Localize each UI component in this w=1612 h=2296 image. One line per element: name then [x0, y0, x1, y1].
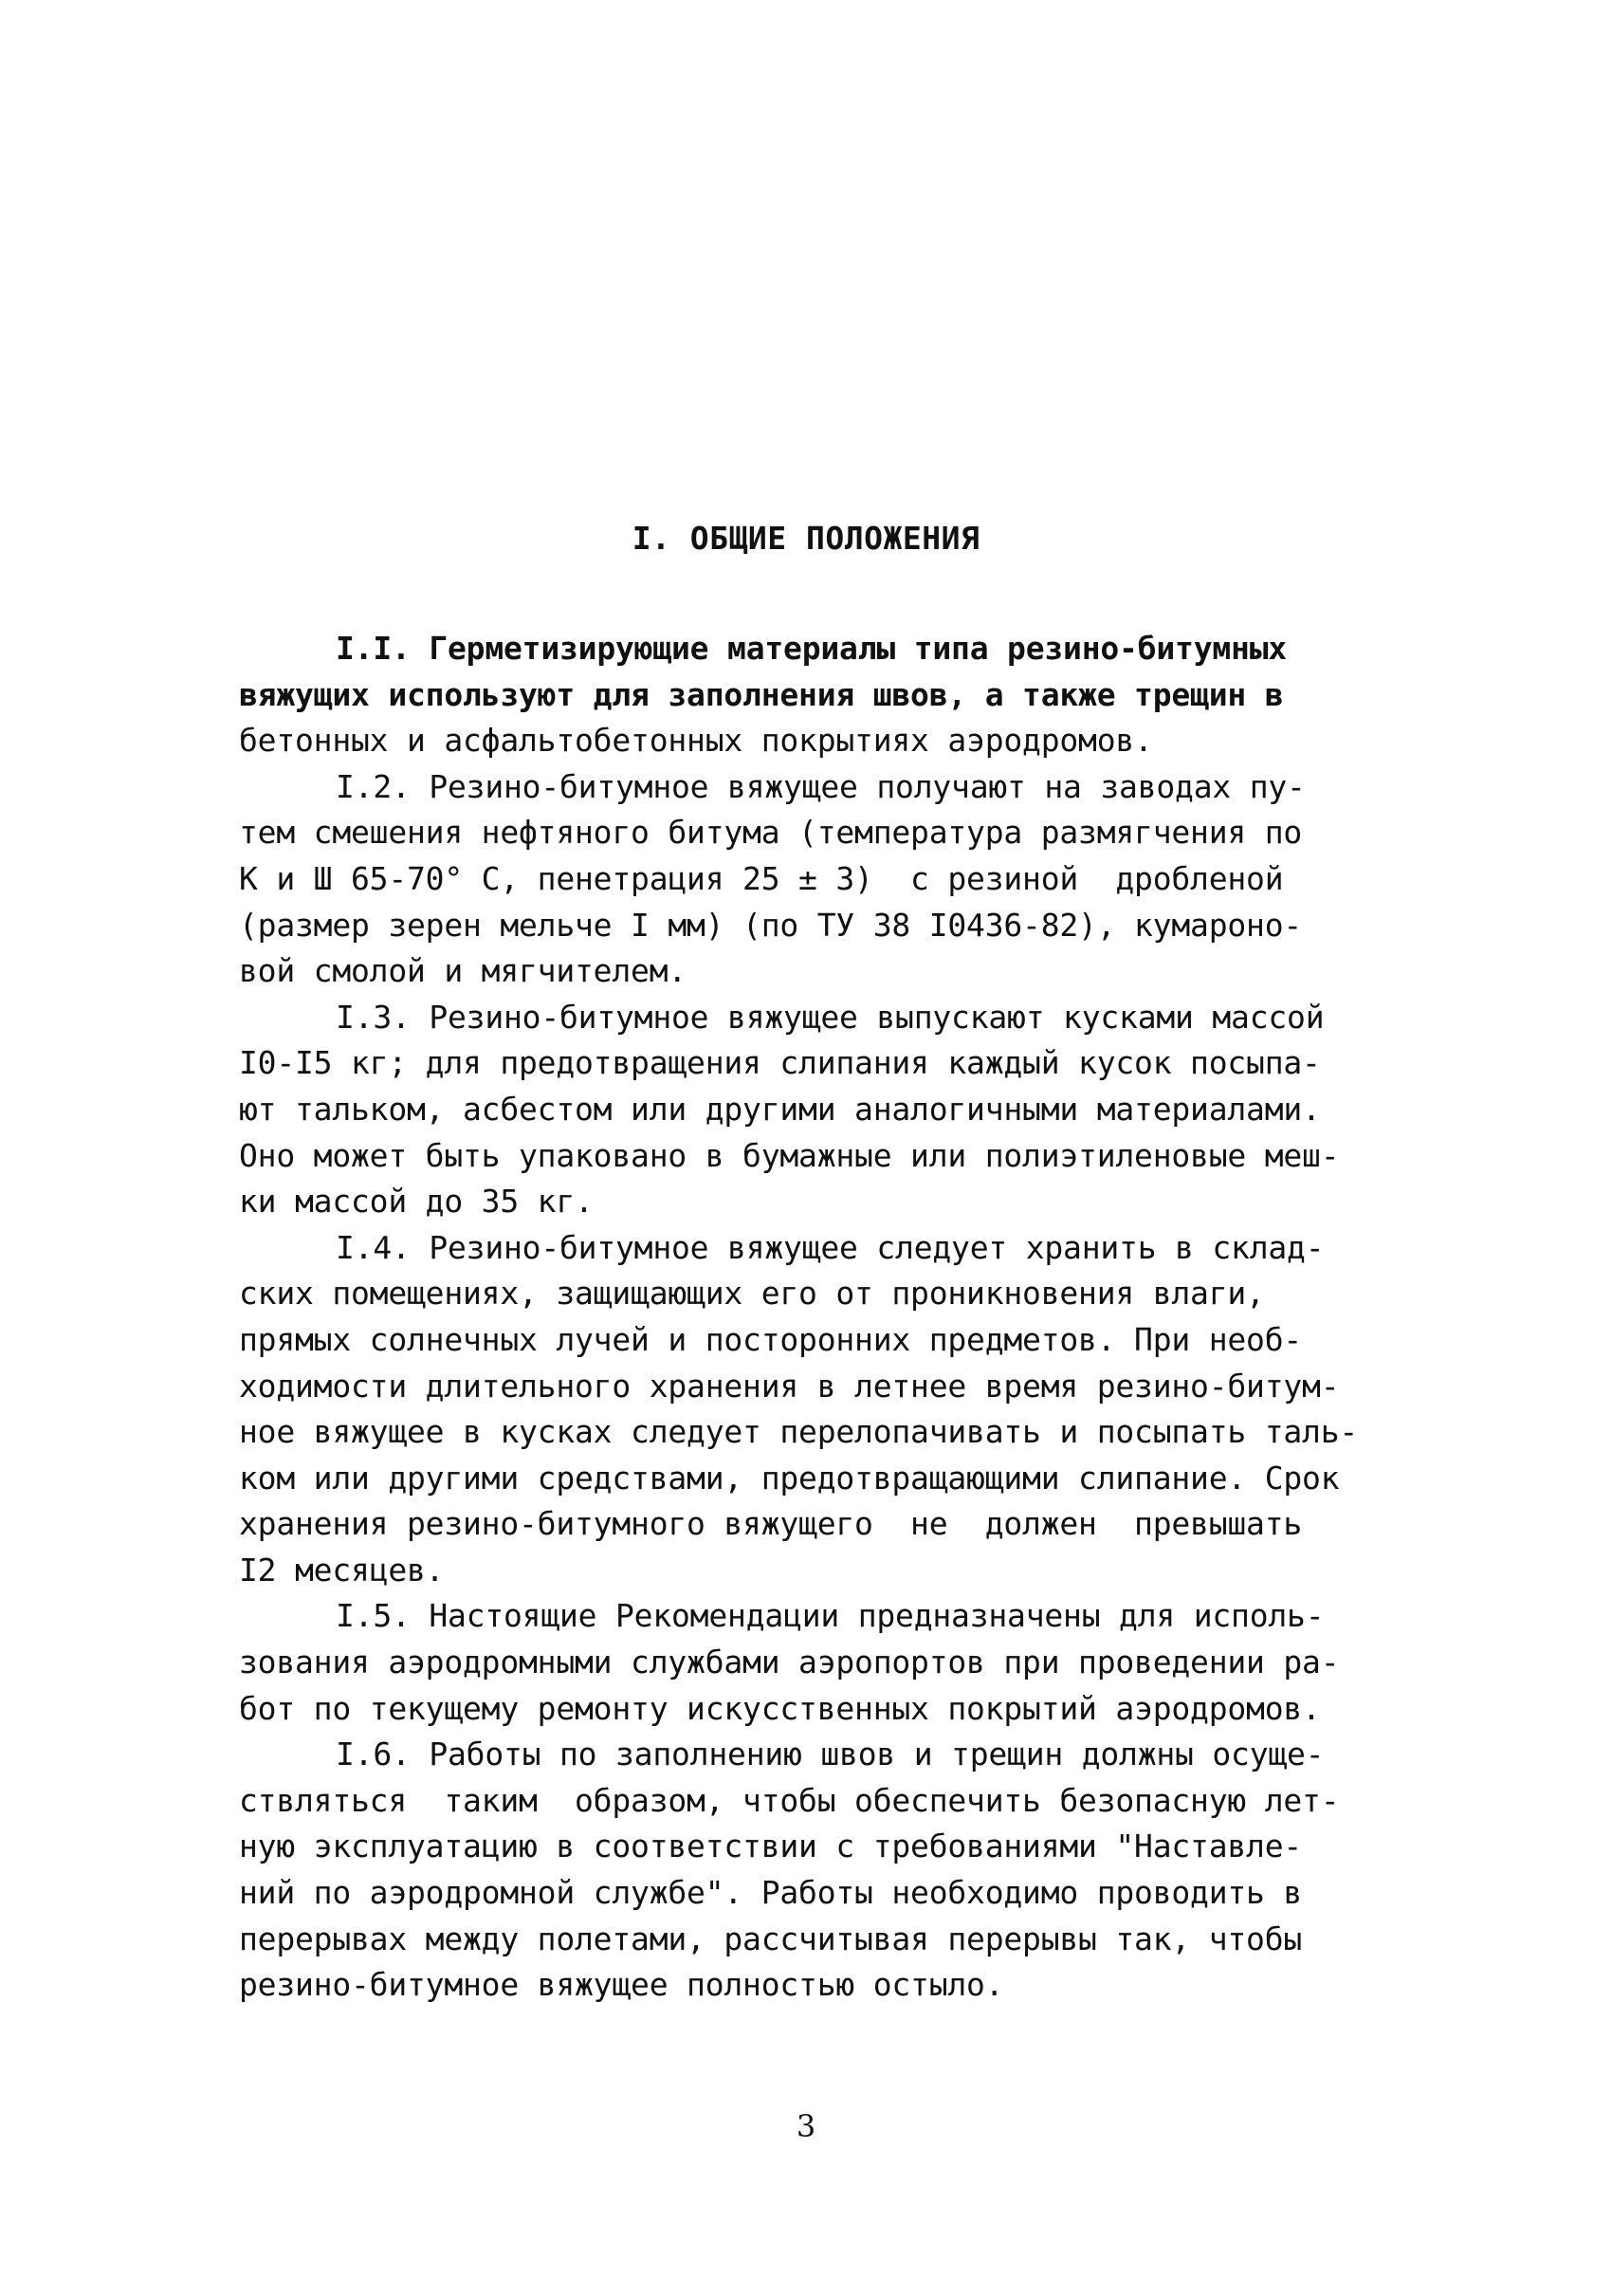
paragraph-1-1-line-1: I.I. Герметизирующие материалы типа резино-битумных	[336, 630, 1288, 667]
paragraph-1-1-line-3: бетонных и асфальтобетонных покрытиях аэродромов.	[239, 722, 1153, 760]
paragraph-1-6-line-3: ную эксплуатацию в соответствии с требованиями "Наставле-	[239, 1828, 1303, 1865]
section-heading: I. ОБЩИЕ ПОЛОЖЕНИЯ	[632, 520, 980, 557]
paragraph-1-4-line-3: прямых солнечных лучей и посторонних предметов. При необ-	[239, 1320, 1303, 1358]
paragraph-1-2-line-5: вой смолой и мягчителем.	[239, 952, 687, 990]
paragraph-1-4-line-6: ком или другими средствами, предотвращающими слипание. Срок	[239, 1459, 1340, 1497]
paragraph-1-4-line-2: ских помещениях, защищающих его от проникновения влаги,	[239, 1275, 1265, 1313]
paragraph-1-2-line-1: I.2. Резино-битумное вяжущее получают на заводах пу-	[336, 767, 1306, 805]
paragraph-1-6-line-2: ствляться таким образом, чтобы обеспечить безопасную лет-	[239, 1781, 1340, 1819]
paragraph-1-6-line-1: I.6. Работы по заполнению швов и трещин должны осуще-	[336, 1736, 1325, 1773]
paragraph-1-4-line-5: ное вяжущее в кусках следует перелопачивать и посыпать таль-	[239, 1413, 1359, 1451]
paragraph-1-4-line-4: ходимости длительного хранения в летнее время резино-битум-	[239, 1367, 1340, 1405]
paragraph-1-2-line-3: К и Ш 65-70° С, пенетрация 25 ± 3) с резиной дробленой	[239, 859, 1284, 897]
paragraph-1-4-line-1: I.4. Резино-битумное вяжущее следует хранить в склад-	[336, 1228, 1325, 1266]
paragraph-1-4-line-8: I2 месяцев.	[239, 1551, 445, 1589]
paragraph-1-6-line-4: ний по аэродромной службе". Работы необходимо проводить в	[239, 1874, 1303, 1912]
paragraph-1-6-line-5: перерывах между полетами, рассчитывая перерывы так, чтобы	[239, 1919, 1303, 1957]
paragraph-1-3-line-2: I0-I5 кг; для предотвращения слипания каждый кусок посыпа-	[239, 1044, 1321, 1082]
paragraph-1-6-line-6: резино-битумное вяжущее полностью остыло.	[239, 1966, 1004, 2004]
paragraph-1-2-line-4: (размер зерен мельче I мм) (по ТУ 38 I0436-82), кумароно-	[239, 906, 1303, 944]
paragraph-1-5-line-3: бот по текущему ремонту искусственных покрытий аэродромов.	[239, 1689, 1321, 1727]
paragraph-1-3-line-5: ки массой до 35 кг.	[239, 1183, 594, 1221]
page-number: 3	[796, 2108, 816, 2144]
body-text	[239, 626, 1396, 2009]
paragraph-1-3-line-4: Оно может быть упаковано в бумажные или полиэтиленовые меш-	[239, 1136, 1340, 1174]
paragraph-1-3-line-3: ют тальком, асбестом или другими аналогичными материалами.	[239, 1090, 1321, 1128]
paragraph-1-1-line-2: вяжущих используют для заполнения швов, а также трещин в	[239, 675, 1284, 713]
paragraph-1-5-line-2: зования аэродромными службами аэропортов при проведении ра-	[239, 1644, 1340, 1681]
paragraph-1-4-line-7: хранения резино-битумного вяжущего не должен превышать	[239, 1505, 1303, 1543]
paragraph-1-2-line-2: тем смешения нефтяного битума (температура размягчения по	[239, 814, 1303, 852]
paragraph-1-5-line-1: I.5. Настоящие Рекомендации предназначены для исполь-	[336, 1597, 1325, 1635]
paragraph-1-3-line-1: I.3. Резино-битумное вяжущее выпускают кусками массой	[336, 998, 1325, 1036]
